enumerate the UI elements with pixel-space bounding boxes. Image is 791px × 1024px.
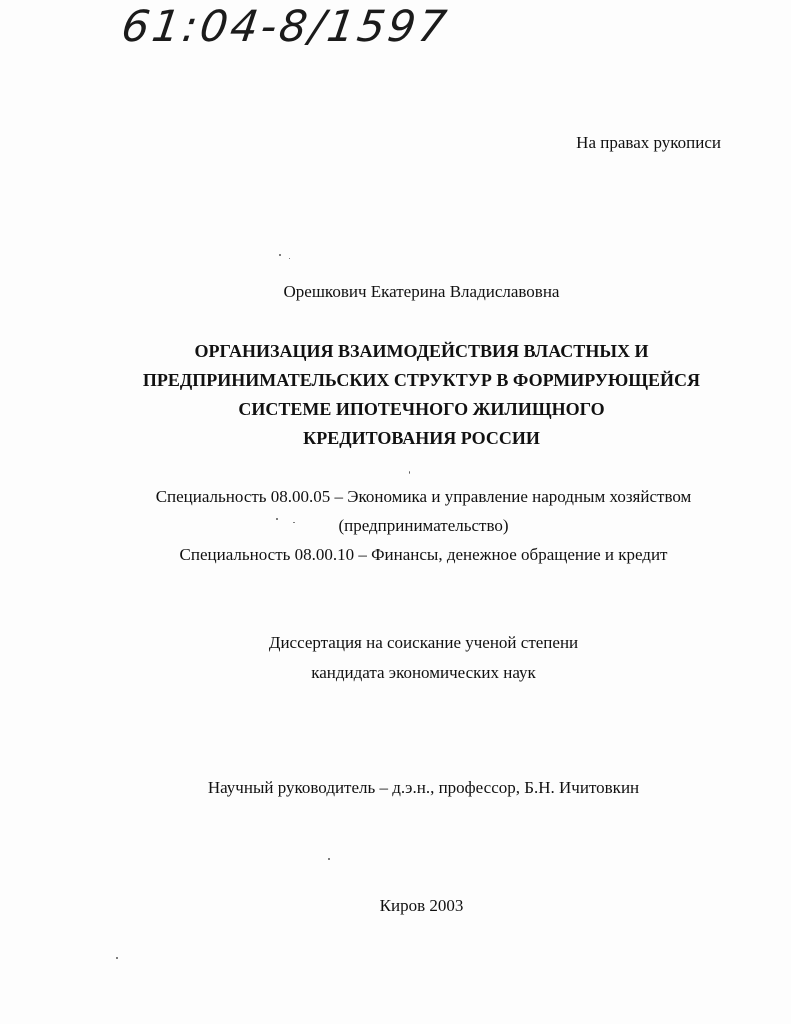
title-line: КРЕДИТОВАНИЯ РОССИИ (303, 428, 540, 448)
title-line: ОРГАНИЗАЦИЯ ВЗАИМОДЕЙСТВИЯ ВЛАСТНЫХ И (194, 341, 649, 361)
scan-speck (293, 522, 295, 523)
title-line: ПРЕДПРИНИМАТЕЛЬСКИХ СТРУКТУР В ФОРМИРУЮЩЕЙСЯ (142, 370, 701, 390)
author-name: Орешкович Екатерина Владиславовна (283, 282, 560, 301)
scan-speck (279, 254, 281, 256)
rights-note: На правах рукописи (576, 133, 721, 152)
scan-speck (276, 518, 278, 520)
city-and-year: Киров 2003 (379, 896, 464, 915)
scan-speck (116, 957, 118, 959)
degree-line-2: кандидата экономических наук (311, 663, 536, 682)
specialty-line-2: Специальность 08.00.10 – Финансы, денежное обращение и кредит (179, 545, 668, 564)
specialty-line-1-continued: (предпринимательство) (338, 516, 509, 535)
scientific-supervisor: Научный руководитель – д.э.н., профессор, Б.Н. Ичитовкин (207, 778, 640, 797)
dissertation-title (26, 337, 791, 453)
title-line: СИСТЕМЕ ИПОТЕЧНОГО ЖИЛИЩНОГО (238, 399, 605, 419)
handwritten-archive-number: 61:04-8/1597 (118, 2, 453, 52)
degree-line-1: Диссертация на соискание ученой степени (268, 633, 579, 652)
specialty-line-1: Специальность 08.00.05 – Экономика и управление народным хозяйством (155, 487, 692, 506)
scan-speck (409, 471, 410, 474)
scan-speck (328, 858, 330, 860)
scan-speck (289, 258, 290, 259)
